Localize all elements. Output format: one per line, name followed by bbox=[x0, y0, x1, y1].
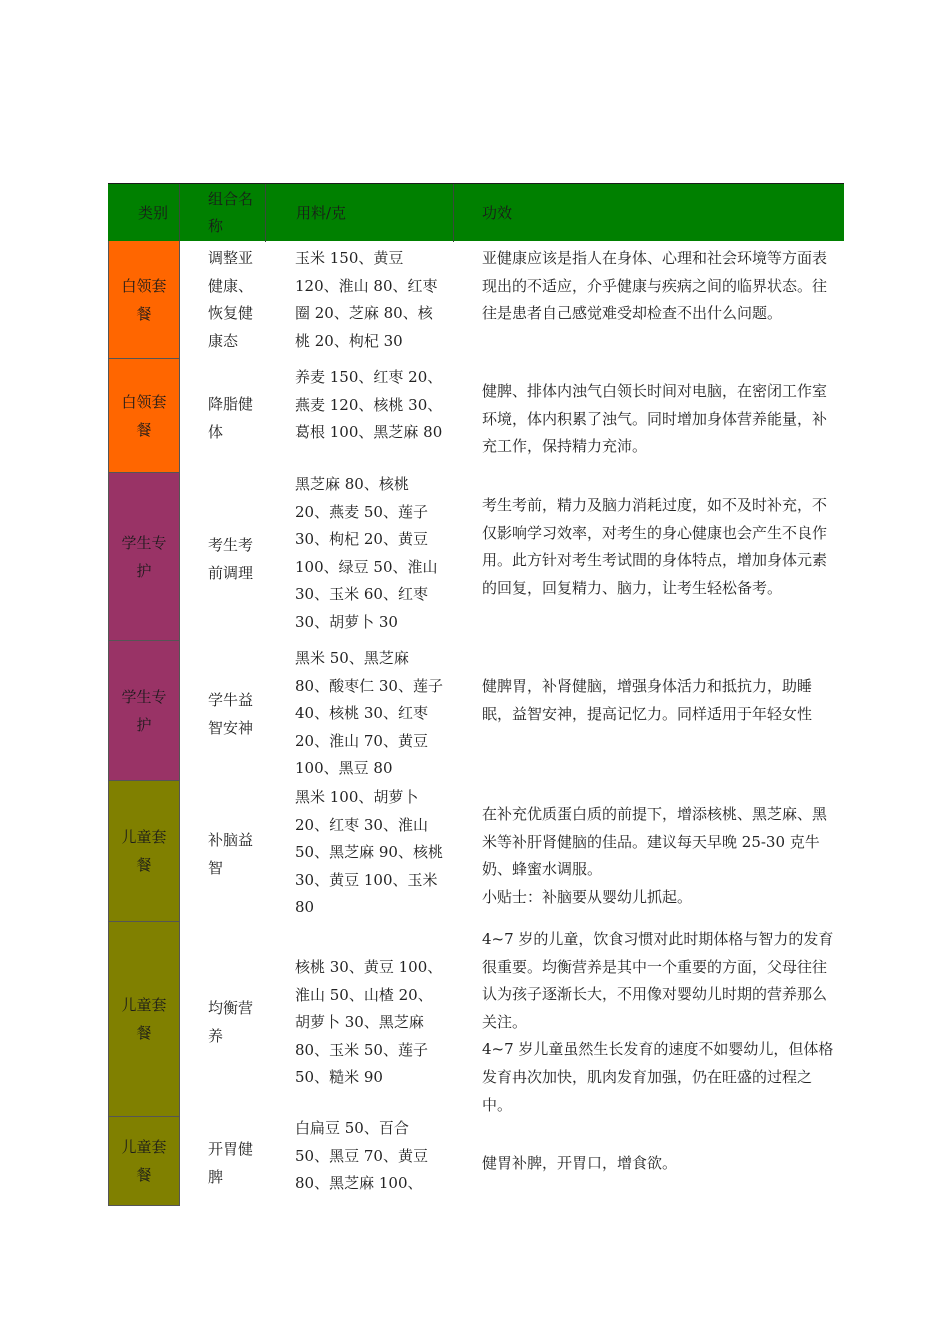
ingredients: 白扁豆 50、百合 50、黑豆 70、黄豆 80、黑芝麻 100、 bbox=[295, 1119, 428, 1193]
header-divider bbox=[265, 184, 266, 242]
ingredients: 养麦 150、红枣 20、燕麦 120、核桃 30、葛根 100、黑芝麻 80 bbox=[295, 368, 443, 442]
combo-name: 均衡营养 bbox=[208, 999, 254, 1045]
combo-name: 调整亚健康、恢复健康态 bbox=[208, 249, 254, 350]
ingredients: 核桃 30、黄豆 100、淮山 50、山楂 20、胡萝卜 30、黑芝麻 80、玉米 50、莲子 50、糙米 90 bbox=[295, 958, 443, 1087]
effect bbox=[482, 245, 838, 328]
category-cell: 白领套餐 bbox=[108, 241, 180, 359]
effect bbox=[482, 926, 838, 1119]
effect bbox=[482, 378, 838, 461]
header-ingredients: 用料/克 bbox=[296, 204, 347, 222]
effect-tip: 小贴士：补脑要从婴幼儿抓起。 bbox=[482, 887, 693, 906]
effect-paragraph: 健脾胃，补肾健脑，增强身体活力和抵抗力，助睡眠，益智安神，提高记忆力。同样适用于年轻女性 bbox=[482, 677, 813, 723]
ingredients: 黑米 50、黑芝麻 80、酸枣仁 30、莲子 40、核桃 30、红枣 20、淮山 70、黄豆 100、黑豆 80 bbox=[295, 649, 443, 778]
combo-name: 开胃健脾 bbox=[208, 1140, 254, 1186]
category-cell: 学生专护 bbox=[108, 473, 180, 641]
effect-paragraph: 健脾、排体内浊气白领长时间对电脑，在密闭工作室环境，体内积累了浊气。同时增加身体营养能量，补充工作，保持精力充沛。 bbox=[482, 382, 828, 456]
effect bbox=[482, 1150, 838, 1178]
header-divider bbox=[179, 184, 180, 242]
combo-name: 降脂健体 bbox=[208, 395, 254, 441]
category-cell: 白领套餐 bbox=[108, 359, 180, 473]
ingredients: 黑米 100、胡萝卜 20、红枣 30、淮山 50、黑芝麻 90、核桃 30、黄豆 100、玉米 80 bbox=[295, 788, 443, 917]
effect-paragraph: 考生考前，精力及脑力消耗过度，如不及时补充，不仅影响学习效率，对考生的身心健康也会产生不良作用。此方针对考生考试間的身体特点，增加身体元素的回复，回复精力、脑力，让考生轻松备考。 bbox=[482, 496, 828, 597]
header-category: 类别 bbox=[138, 204, 169, 222]
effect bbox=[482, 801, 838, 911]
category-cell: 儿童套餐 bbox=[108, 922, 180, 1117]
effect-paragraph: 健胃补脾，开胃口，增食欲。 bbox=[482, 1154, 678, 1172]
effect bbox=[482, 492, 838, 602]
effect-paragraph: 4~7 岁儿童虽然生长发育的速度不如婴幼儿，但体格发育冉次加快，肌肉发育加强，仍在旺盛的过程之中。 bbox=[482, 1040, 834, 1114]
header-divider bbox=[453, 184, 454, 242]
category-cell: 儿童套餐 bbox=[108, 781, 180, 922]
category-cell: 儿童套餐 bbox=[108, 1117, 180, 1206]
header-name: 组合名称 bbox=[208, 190, 254, 235]
combo-name: 考生考前调理 bbox=[208, 536, 254, 582]
effect-paragraph: 在补充优质蛋白质的前提下，增添核桃、黑芝麻、黑米等补肝肾健脑的佳品。建议每天早晚 25-30 克牛奶、蜂蜜水调服。 bbox=[482, 805, 828, 879]
effect-paragraph: 4~7 岁的儿童，饮食习惯对此时期体格与智力的发育很重要。均衡营养是其中一个重要的方面，父母往往认为孩子逐渐长大，不用像对婴幼儿时期的营养那么关注。 bbox=[482, 930, 834, 1031]
effect-paragraph: 亚健康应该是指人在身体、心理和社会环境等方面表现出的不适应，介乎健康与疾病之间的临界状态。往往是患者自己感觉难受却检查不出什么问题。 bbox=[482, 249, 828, 323]
combo-name: 学牛益智安神 bbox=[208, 691, 254, 737]
category-cell: 学生专护 bbox=[108, 641, 180, 781]
effect bbox=[482, 673, 838, 728]
ingredients: 黑芝麻 80、核桃 20、燕麦 50、莲子 30、枸杞 20、黄豆 100、绿豆 50、淮山 30、玉米 60、红枣 30、胡萝卜 30 bbox=[295, 475, 438, 631]
table-header-row bbox=[108, 183, 844, 241]
header-effect: 功效 bbox=[482, 204, 513, 222]
ingredients: 玉米 150、黄豆 120、淮山 80、红枣圈 20、芝麻 80、核桃 20、枸杞 30 bbox=[295, 249, 438, 350]
combo-name: 补脑益智 bbox=[208, 831, 254, 877]
